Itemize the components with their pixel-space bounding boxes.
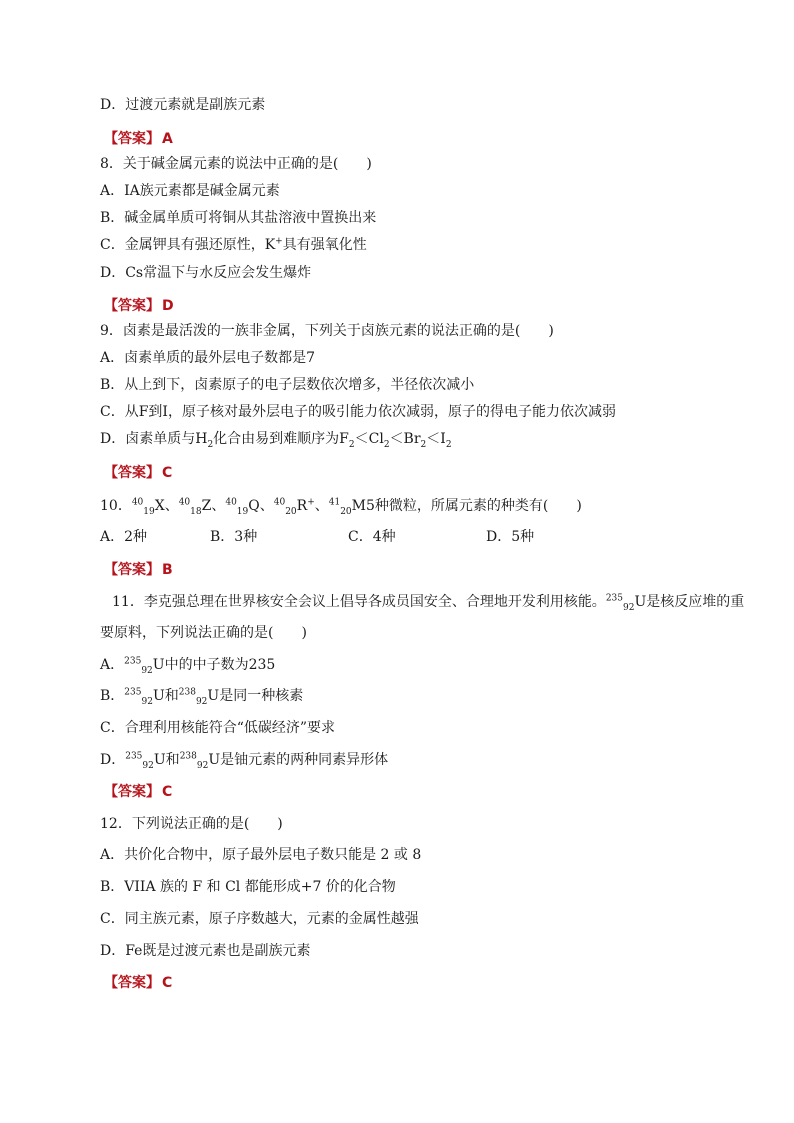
q12-answer: 【答案】 C	[104, 975, 173, 991]
q9-option-d: D．卤素单质与$H_2$化合由易到难顺序为$F_2<Cl_2<Br_2<I_2$	[100, 431, 452, 450]
q11-stem-line1: 11．李克强总理在世界核安全会议上倡导各成员国安全、合理地开发利用核能。$^{235}_{92}$U是核反应堆的重	[112, 593, 745, 613]
q9-stem: 9．卤素是最活泼的一族非金属，下列关于卤族元素的说法正确的是( )	[100, 323, 554, 339]
q10-answer: 【答案】 B	[104, 562, 173, 578]
q8-option-a: A．ⅠA族元素都是碱金属元素	[100, 183, 280, 199]
q8-option-b: B．碱金属单质可将铜从其盐溶液中置换出来	[100, 210, 377, 226]
q10-stem: 10．$^{40}_{19}$X、$^{40}_{18}$Z、$^{40}_{19}$Q、$^{40}_{20}$R+、$^{41}_{20}$M5种微粒，所属元素的种类有( )	[100, 497, 582, 517]
q11-answer: 【答案】 C	[104, 784, 173, 800]
q10-particle: $^{40}_{20}$R+、	[273, 497, 329, 517]
q7-option-d: D．过渡元素就是副族元素	[100, 97, 266, 113]
answer-tag: 【答案】	[104, 131, 160, 147]
q10-particle-list	[131, 497, 366, 517]
q9-answer: 【答案】 C	[104, 465, 173, 481]
q9-option-b: B．从上到下，卤素原子的电子层数依次增多，半径依次减小	[100, 377, 475, 393]
q11-option-c: C．合理利用核能符合“低碳经济”要求	[100, 720, 336, 736]
q12-option-b: B．VIIA 族的 F 和 Cl 都能形成+7 价的化合物	[100, 879, 396, 895]
q8-option-c: C．金属钾具有强还原性，K+具有强氧化性	[100, 236, 367, 253]
q11-stem-line2: 要原料，下列说法正确的是( )	[100, 625, 307, 641]
q11-option-b: B．$^{235}_{92}$U和$^{238}_{92}$U是同一种核素	[100, 687, 304, 707]
q10-particle: $^{41}_{20}$M	[328, 497, 366, 517]
q8-answer: 【答案】 D	[104, 298, 174, 314]
q9-option-a: A．卤素单质的最外层电子数都是7	[100, 350, 316, 366]
q11-option-d: D．$^{235}_{92}$U和$^{238}_{92}$U是铀元素的两种同素异形体	[100, 751, 389, 771]
q7-answer	[104, 130, 173, 148]
answer-value: A	[162, 131, 173, 147]
q12-option-a: A．共价化合物中，原子最外层电子数只能是 2 或 8	[100, 847, 422, 863]
q8-stem: 8．关于碱金属元素的说法中正确的是( )	[100, 156, 372, 172]
q8-option-d: D．Cs常温下与水反应会发生爆炸	[100, 265, 312, 281]
q10-particle: $^{40}_{19}$Q、	[225, 497, 274, 517]
q12-option-c: C．同主族元素，原子序数越大，元素的金属性越强	[100, 911, 419, 927]
q10-particle: $^{40}_{19}$X、	[131, 497, 179, 517]
q10-option-c: C．4种	[348, 529, 396, 545]
q10-option-d: D．5种	[486, 529, 535, 545]
q10-option-b: B．3种	[210, 529, 258, 545]
q9-option-c: C．从F到I，原子核对最外层电子的吸引能力依次减弱，原子的得电子能力依次减弱	[100, 404, 616, 420]
q12-option-d: D．Fe既是过渡元素也是副族元素	[100, 943, 311, 959]
q12-stem: 12．下列说法正确的是( )	[100, 816, 283, 832]
q10-option-a: A．2种	[100, 529, 148, 545]
q11-option-a: A．$^{235}_{92}$U中的中子数为235	[100, 656, 276, 676]
q10-particle: $^{40}_{18}$Z、	[178, 497, 226, 517]
